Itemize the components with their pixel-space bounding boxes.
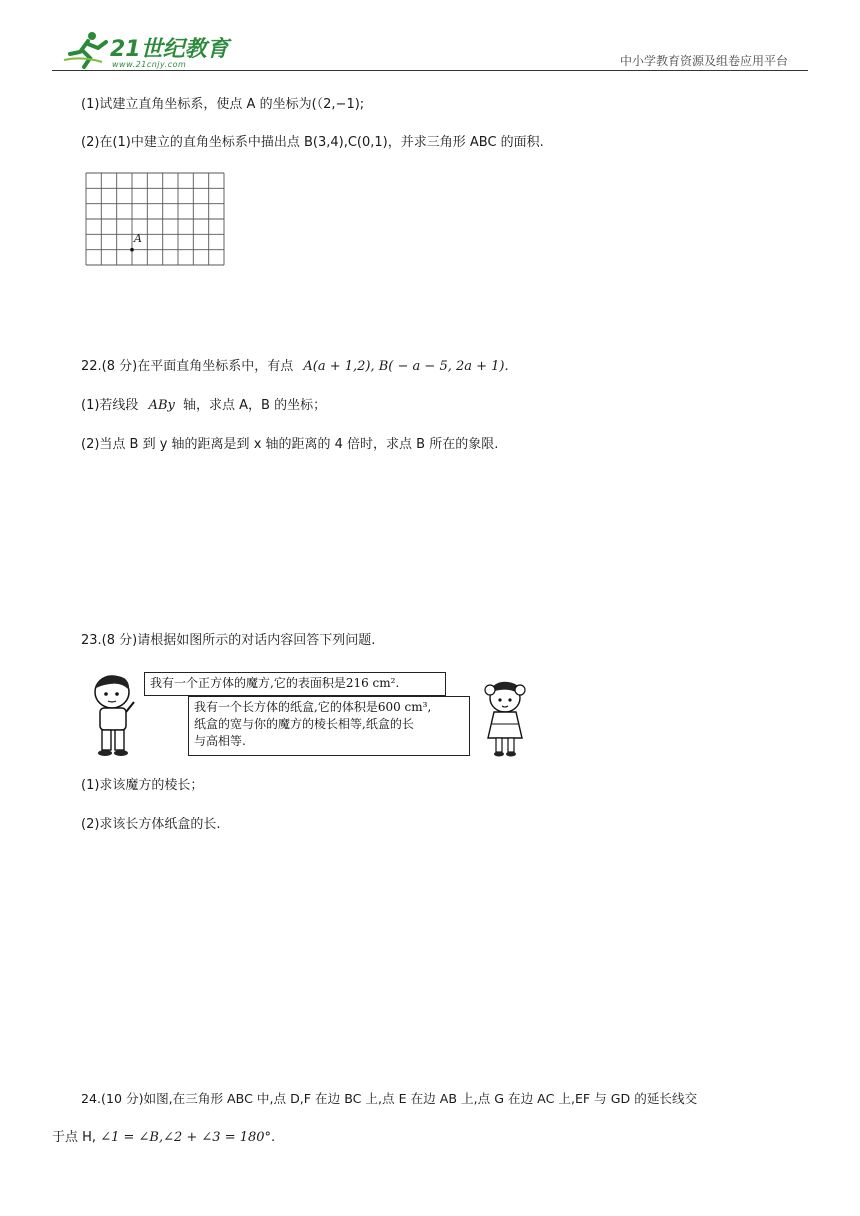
q22-part1-math: ABy [148,398,175,413]
boy-speech-text: 我有一个正方体的魔方,它的表面积是216 cm². [150,676,400,690]
q23-stem: 23.(8 分)请根据如图所示的对话内容回答下列问题. [81,633,376,648]
header-platform: 中小学教育资源及组卷应用平台 [620,54,789,68]
header-logo [62,30,232,70]
q23-part1: (1)求该魔方的棱长； [81,778,204,793]
q22-stem [81,358,509,376]
q22-part1-suffix: 轴，求点 A，B 的坐标； [183,398,327,413]
q22-part1 [81,397,326,415]
header-divider [52,70,808,71]
q22-stem-text: 22.(8 分)在平面直角坐标系中，有点 [81,359,294,374]
q24-stem-line2-math: ∠1 = ∠B,∠2 + ∠3 = 180°. [100,1130,276,1145]
girl-speech-line-2: 纸盒的宽与你的魔方的棱长相等,纸盒的长 [194,717,414,731]
q24-stem-line2 [52,1129,275,1147]
dialogue-figure [88,670,528,758]
q21-part2: (2)在(1)中建立的直角坐标系中描出点 B(3,4),C(0,1)，并求三角形 ABC 的面积. [81,135,544,150]
q22-stem-math: A(a + 1,2), B( − a − 5, 2a + 1). [303,359,509,374]
q22-part1-prefix: (1)若线段 [81,398,139,413]
q21-part1: (1)试建立直角坐标系，使点 A 的坐标为(（2,−1); [81,97,365,112]
coordinate-grid-figure [84,171,226,271]
logo-text: 21世纪教育 [110,37,229,62]
girl-speech-line-1: 我有一个长方体的纸盒,它的体积是600 cm³, [194,700,432,714]
q24-stem-line1: 24.(10 分)如图,在三角形 ABC 中,点 D,F 在边 BC 上,点 E 在边 AB 上,点 G 在边 AC 上,EF 与 GD 的延长线交 [81,1091,698,1106]
q23-part2: (2)求该长方体纸盒的长. [81,817,221,832]
grid-svg [84,171,226,267]
boy-cartoon-icon [88,672,140,758]
logo-url: www.21cnjy.com [112,60,187,69]
q24-stem-line2-text: 于点 H, [52,1130,97,1145]
girl-speech-bubble [188,696,470,756]
girl-cartoon-icon [482,680,528,758]
girl-speech-line-3: 与高相等. [194,734,246,748]
runner-logo-icon [62,30,110,70]
boy-speech-bubble [144,672,446,696]
point-a-marker [130,248,134,252]
q22-part2: (2)当点 B 到 y 轴的距离是到 x 轴的距离的 4 倍时，求点 B 所在的象限. [81,437,499,452]
point-a-label: A [134,232,142,245]
